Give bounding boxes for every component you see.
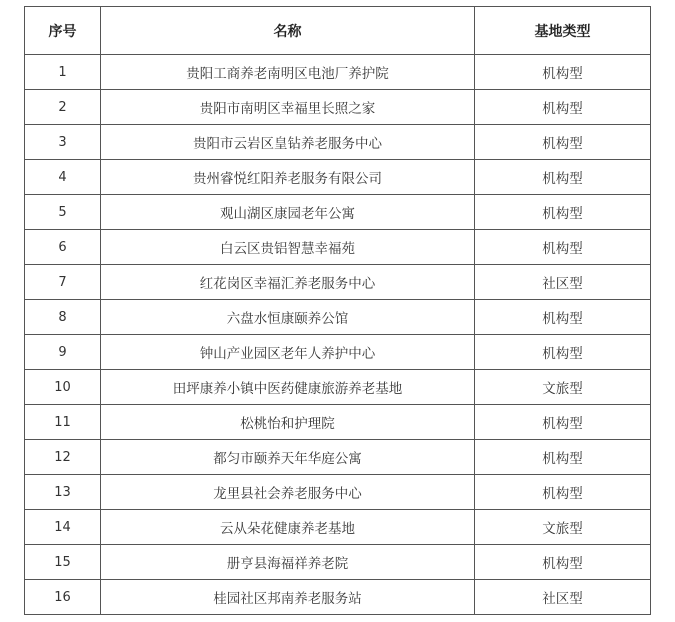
row-number: 12 [25, 440, 101, 475]
row-number: 11 [25, 405, 101, 440]
table-row [25, 125, 651, 160]
table-row [25, 335, 651, 370]
row-number: 3 [25, 125, 101, 160]
row-type: 机构型 [475, 335, 651, 370]
row-number: 9 [25, 335, 101, 370]
row-number: 10 [25, 370, 101, 405]
table-row [25, 475, 651, 510]
row-type: 机构型 [475, 90, 651, 125]
row-name: 六盘水恒康颐养公馆 [101, 300, 475, 335]
row-type: 社区型 [475, 265, 651, 300]
header-number: 序号 [25, 7, 101, 55]
table-row [25, 90, 651, 125]
row-name: 松桃怡和护理院 [101, 405, 475, 440]
table-row [25, 300, 651, 335]
row-name: 贵州睿悦红阳养老服务有限公司 [101, 160, 475, 195]
row-type: 机构型 [475, 405, 651, 440]
row-number: 6 [25, 230, 101, 265]
table-row [25, 195, 651, 230]
row-name: 册亨县海福祥养老院 [101, 545, 475, 580]
row-number: 8 [25, 300, 101, 335]
table-row [25, 545, 651, 580]
row-number: 4 [25, 160, 101, 195]
row-number: 1 [25, 55, 101, 90]
row-number: 5 [25, 195, 101, 230]
header-row [25, 7, 651, 55]
row-name: 云从朵花健康养老基地 [101, 510, 475, 545]
table-row [25, 440, 651, 475]
row-name: 贵阳市南明区幸福里长照之家 [101, 90, 475, 125]
table-row [25, 370, 651, 405]
row-name: 田坪康养小镇中医药健康旅游养老基地 [101, 370, 475, 405]
facility-table [24, 6, 651, 615]
row-type: 机构型 [475, 55, 651, 90]
row-type: 机构型 [475, 545, 651, 580]
table-row [25, 405, 651, 440]
row-type: 文旅型 [475, 370, 651, 405]
header-name: 名称 [101, 7, 475, 55]
row-type: 机构型 [475, 160, 651, 195]
row-number: 14 [25, 510, 101, 545]
row-type: 机构型 [475, 195, 651, 230]
row-name: 贵阳市云岩区皇钻养老服务中心 [101, 125, 475, 160]
row-number: 16 [25, 580, 101, 615]
header-type: 基地类型 [475, 7, 651, 55]
row-name: 红花岗区幸福汇养老服务中心 [101, 265, 475, 300]
table-row [25, 160, 651, 195]
row-number: 15 [25, 545, 101, 580]
table-body [25, 55, 651, 615]
row-type: 机构型 [475, 230, 651, 265]
row-number: 2 [25, 90, 101, 125]
row-type: 机构型 [475, 125, 651, 160]
row-name: 白云区贵铝智慧幸福苑 [101, 230, 475, 265]
row-type: 机构型 [475, 440, 651, 475]
row-type: 社区型 [475, 580, 651, 615]
facility-table-container [24, 6, 650, 615]
row-type: 机构型 [475, 300, 651, 335]
row-name: 观山湖区康园老年公寓 [101, 195, 475, 230]
row-type: 机构型 [475, 475, 651, 510]
row-name: 贵阳工商养老南明区电池厂养护院 [101, 55, 475, 90]
row-number: 13 [25, 475, 101, 510]
table-row [25, 55, 651, 90]
table-row [25, 580, 651, 615]
row-type: 文旅型 [475, 510, 651, 545]
row-name: 桂园社区邦南养老服务站 [101, 580, 475, 615]
row-name: 都匀市颐养天年华庭公寓 [101, 440, 475, 475]
table-header [25, 7, 651, 55]
table-row [25, 230, 651, 265]
row-name: 龙里县社会养老服务中心 [101, 475, 475, 510]
table-row [25, 265, 651, 300]
row-number: 7 [25, 265, 101, 300]
table-row [25, 510, 651, 545]
row-name: 钟山产业园区老年人养护中心 [101, 335, 475, 370]
